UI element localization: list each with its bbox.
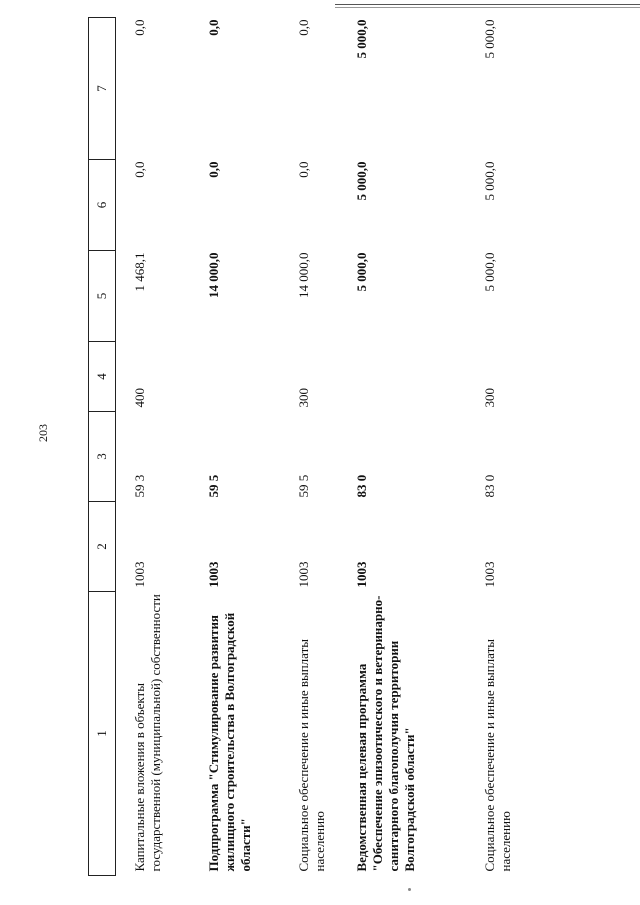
cell-target: 59 5: [295, 474, 311, 498]
table-row: [280, 18, 338, 876]
cell-section: 1003: [295, 561, 311, 588]
cell-target: 59 5: [205, 474, 221, 498]
cell-type: [338, 342, 466, 412]
cell-value: 5 000,0: [481, 161, 497, 201]
scan-edge-line: [335, 4, 640, 5]
cell-section: 1003: [481, 561, 497, 588]
cell-value: 5 000,0: [481, 19, 497, 59]
cell-value: 0,0: [295, 161, 311, 178]
table-row: [466, 18, 524, 876]
cell-type: 300: [295, 388, 311, 408]
cell-target: 83 0: [353, 474, 369, 498]
row-name: Подпрограмма "Стимулирование развития жилищного строительства в Волгоградской области": [205, 612, 253, 872]
cell-value: 5 000,0: [353, 161, 369, 201]
table-row: [116, 18, 190, 876]
cell-target: 59 3: [132, 474, 147, 498]
scan-edge-line: [335, 7, 640, 8]
table-row: [190, 18, 280, 876]
cell-type: 400: [132, 388, 147, 408]
cell-value: 1 468,1: [132, 252, 147, 292]
cell-value: 5 000,0: [481, 252, 497, 292]
scan-speck: [408, 888, 411, 891]
cell-value: 0,0: [205, 19, 221, 36]
cell-section: 1003: [353, 561, 369, 588]
rotated-page: [88, 18, 523, 876]
column-header: 4: [89, 342, 116, 412]
cell-value: 14 000,0: [295, 252, 311, 298]
cell-section: 1003: [205, 561, 221, 588]
column-header: 7: [89, 18, 116, 160]
column-header: 5: [89, 251, 116, 342]
column-header: 2: [89, 502, 116, 592]
column-header: 6: [89, 160, 116, 251]
cell-type: 300: [481, 388, 497, 408]
cell-value: 5 000,0: [353, 19, 369, 59]
table-row: [338, 18, 466, 876]
budget-table: [88, 17, 524, 876]
column-header: 1: [89, 592, 116, 876]
page-number: 203: [36, 424, 50, 442]
cell-target: 83 0: [481, 474, 497, 498]
cell-value: 0,0: [295, 19, 311, 36]
header-row: [89, 18, 116, 876]
column-header: 3: [89, 412, 116, 502]
row-name: Ведомственная целевая программа "Обеспечение эпизоотического и ветеринарно-санитарного благополучия территории Волгоградской области": [353, 595, 417, 872]
cell-value: 0,0: [205, 161, 221, 178]
row-name: Капитальные вложения в объекты государственной (муниципальной) собственности: [132, 594, 163, 872]
cell-value: 0,0: [132, 161, 147, 178]
cell-value: 14 000,0: [205, 252, 221, 298]
row-name: Социальное обеспечение и иные выплаты населению: [481, 638, 513, 872]
cell-section: 1003: [132, 561, 147, 588]
cell-value: 5 000,0: [353, 252, 369, 292]
cell-type: [190, 342, 280, 412]
cell-value: 0,0: [132, 19, 147, 36]
row-name: Социальное обеспечение и иные выплаты населению: [295, 638, 327, 872]
